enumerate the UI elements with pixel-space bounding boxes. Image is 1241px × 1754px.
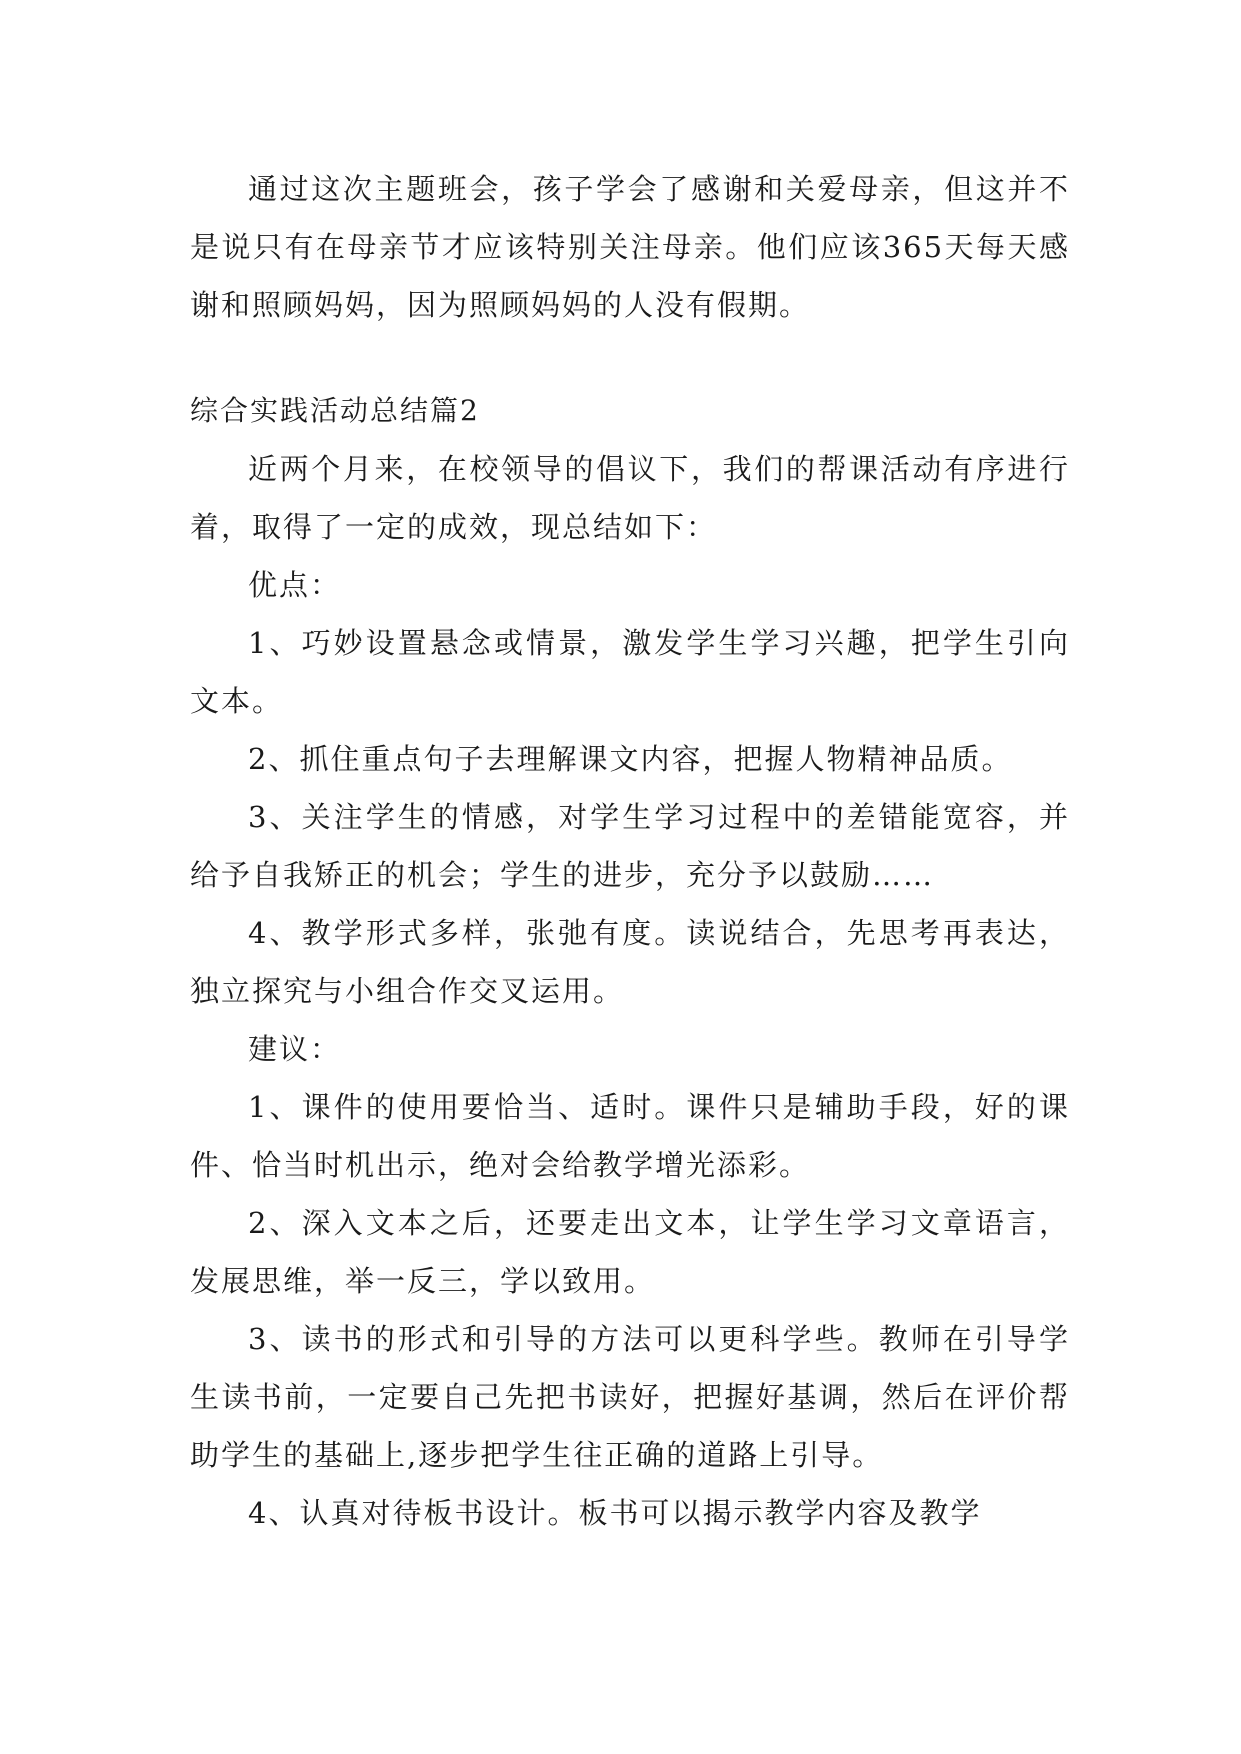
strength-item-1: 1、巧妙设置悬念或情景，激发学生学习兴趣，把学生引向文本。 — [190, 626, 1070, 718]
strength-item-3: 3、关注学生的情感，对学生学习过程中的差错能宽容，并给予自我矫正的机会；学生的进步，充分予以鼓励…… — [190, 800, 1070, 892]
paragraph-mothers-day-summary: 通过这次主题班会，孩子学会了感谢和关爱母亲，但这并不是说只有在母亲节才应该特别关注母亲。他们应该365天每天感谢和照顾妈妈，因为照顾妈妈的人没有假期。 — [190, 172, 1070, 322]
strength-item-2: 2、抓住重点句子去理解课文内容，把握人物精神品质。 — [248, 742, 1013, 776]
section-heading: 综合实践活动总结篇2 — [190, 394, 480, 427]
paragraph-intro: 近两个月来，在校领导的倡议下，我们的帮课活动有序进行着，取得了一定的成效，现总结如下： — [190, 452, 1070, 544]
suggestion-item-2: 2、深入文本之后，还要走出文本，让学生学习文章语言，发展思维，举一反三，学以致用。 — [190, 1206, 1070, 1298]
subheading-strengths: 优点： — [248, 568, 342, 602]
suggestion-item-3: 3、读书的形式和引导的方法可以更科学些。教师在引导学生读书前，一定要自己先把书读好，把握好基调，然后在评价帮助学生的基础上,逐步把学生往正确的道路上引导。 — [190, 1322, 1070, 1472]
suggestion-item-4: 4、认真对待板书设计。板书可以揭示教学内容及教学 — [248, 1496, 982, 1530]
document-body — [190, 160, 1070, 1542]
suggestion-item-1: 1、课件的使用要恰当、适时。课件只是辅助手段，好的课件、恰当时机出示，绝对会给教学增光添彩。 — [190, 1090, 1070, 1182]
subheading-suggestions: 建议： — [248, 1032, 342, 1066]
strength-item-4: 4、教学形式多样，张弛有度。读说结合，先思考再表达，独立探究与小组合作交叉运用。 — [190, 916, 1070, 1008]
